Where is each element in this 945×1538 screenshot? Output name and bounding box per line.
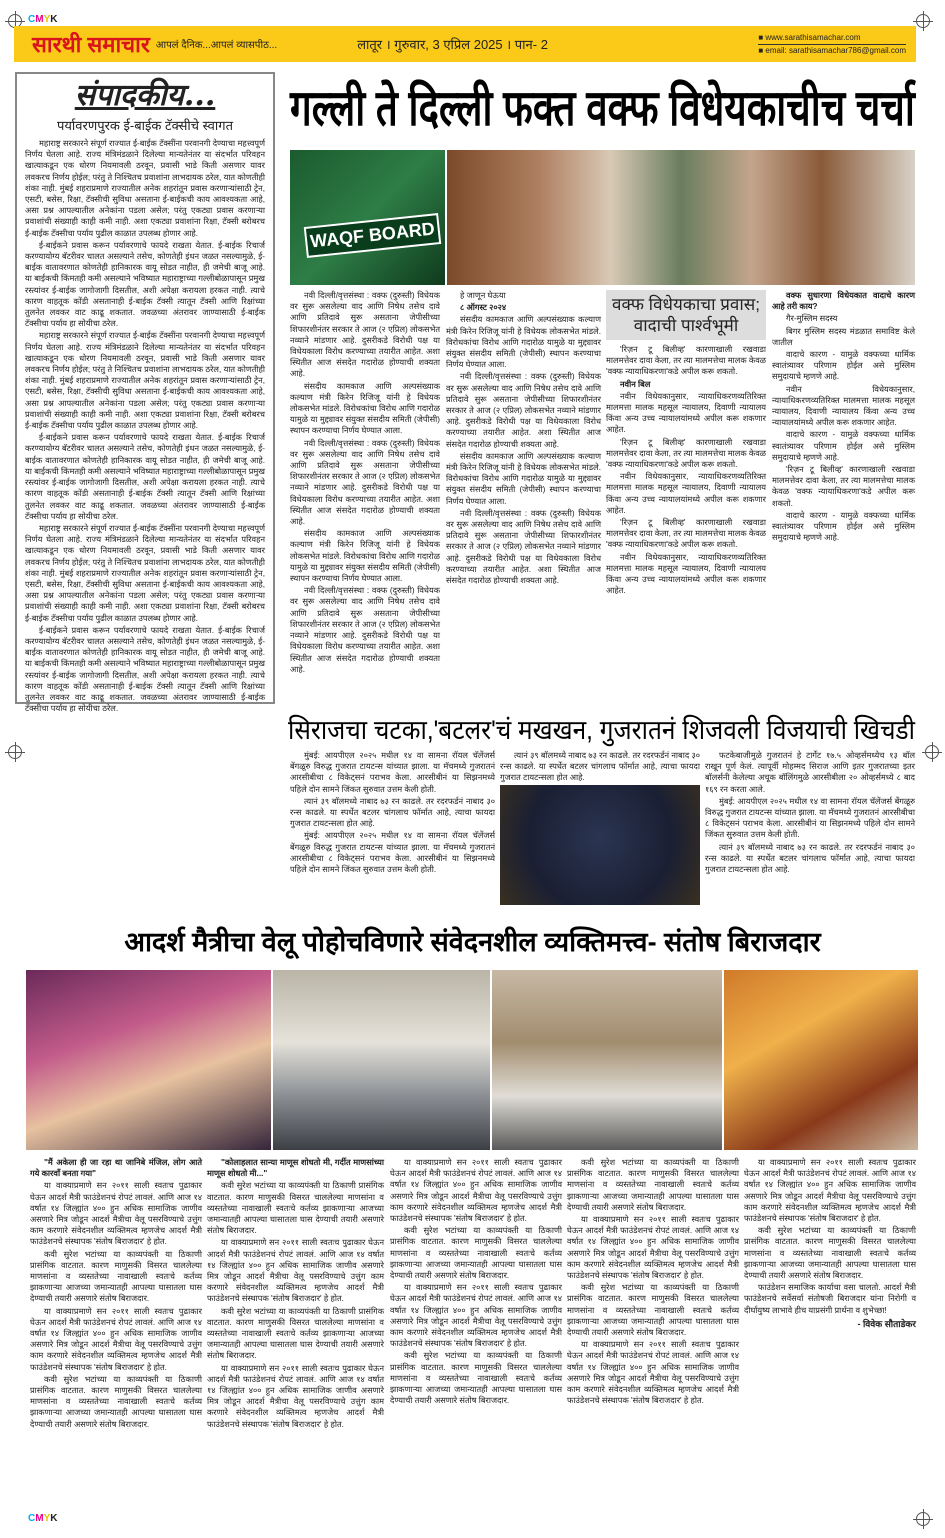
- parliament-photo: [447, 150, 915, 285]
- feature-headline: आदर्श मैत्रीचा वेलू पोहोचविणारे संवेदनशील व्यक्तिमत्त्व- संतोष बिराजदार: [124, 927, 821, 957]
- feature-col-4: कवी सुरेश भटांच्या या काव्यपंक्ती या ठिकाणी प्रासंगिक वाटतात. कारण माणुसकी विसरत चाललेल्या माणसांना व व्यस्ततेच्या नावाखाली स्वतःचे कर्तव्य झाकणाऱ्या आजच्या जमान्यातही आपल्या घासातला घास देण्याची तयारी असणारे संतोष बिराजदार. या वाक्याप्रमाणे सन २०११ साली स्वतःच पुढाकार घेऊन आदर्श मैत्री फाउंडेशनचं रोपटं लावलं. आणि आज १४ वर्षात १४ जिल्ह्यांत ४०० हुन अधिक सामाजिक जाणीव असणारे मित्र जोडून आदर्श मैत्रीचा वेलू पसरविण्याचे उत्तुंग काम करणारे संवेदनशील व्यक्तिमत्व म्हणजेच आदर्श मैत्री फाउंडेशनचे संस्थापक 'संतोष बिराजदार' हे होत. कवी सुरेश भटांच्या या काव्यपंक्ती या ठिकाणी प्रासंगिक वाटतात. कारण माणुसकी विसरत चाललेल्या माणसांना व व्यस्ततेच्या नावाखाली स्वतःचे कर्तव्य झाकणाऱ्या आजच्या जमान्यातही आपल्या घासातला घास देण्याची तयारी असणारे संतोष बिराजदार. या वाक्याप्रमाणे सन २०११ साली स्वतःच पुढाकार घेऊन आदर्श मैत्री फाउंडेशनचं रोपटं लावलं. आणि आज १४ वर्षात १४ जिल्ह्यांत ४०० हुन अधिक सामाजिक जाणीव असणारे मित्र जोडून आदर्श मैत्रीचा वेलू पसरविण्याचे उत्तुंग काम करणारे संवेदनशील व्यक्तिमत्व म्हणजेच आदर्श मैत्री फाउंडेशनचे संस्थापक 'संतोष बिराजदार' हे होत.: [567, 1158, 739, 1406]
- feature-photo-2: [273, 970, 490, 1150]
- waqf-col-2: हे जाणून घेऊया ८ ऑगस्ट २०२४ संसदीय कामकाज आणि अल्पसंख्याक कल्याण मंत्री किरेन रिजिजू यांनी हे विधेयक लोकसभेत मांडले. विरोधकांचा विरोध आणि गदारोळ यामुळे या मुद्द्यावर संयुक्त संसदीय समिती (जेपीसी) स्थापन करण्याचा निर्णय घेण्यात आला. नवी दिल्ली/वृत्तसंस्था : वक्फ (दुरुस्ती) विधेयक वर सुरू असलेल्या वाद आणि निषेध तसेच दावे आणि प्रतिदावे सुरू असताना जेपीसीच्या शिफारशीनंतर सरकार ते आज (२ एप्रिल) लोकसभेत नव्याने मांडणार आहे. दुसरीकडे विरोधी पक्ष या विधेयकाला विरोध करण्याच्या तयारीत आहेत. अशा स्थितीत आज संसदेत गदारोळ होण्याची शक्यता आहे. संसदीय कामकाज आणि अल्पसंख्याक कल्याण मंत्री किरेन रिजिजू यांनी हे विधेयक लोकसभेत मांडले. विरोधकांचा विरोध आणि गदारोळ यामुळे या मुद्द्यावर संयुक्त संसदीय समिती (जेपीसी) स्थापन करण्याचा निर्णय घेण्यात आला. नवी दिल्ली/वृत्तसंस्था : वक्फ (दुरुस्ती) विधेयक वर सुरू असलेल्या वाद आणि निषेध तसेच दावे आणि प्रतिदावे सुरू असताना जेपीसीच्या शिफारशीनंतर सरकार ते आज (२ एप्रिल) लोकसभेत नव्याने मांडणार आहे. दुसरीकडे विरोधी पक्ष या विधेयकाला विरोध करण्याच्या तयारीत आहेत. अशा स्थितीत आज संसदेत गदारोळ होण्याची शक्यता आहे.: [446, 291, 601, 586]
- byline: - विवेक सौताडेकर: [857, 1318, 916, 1329]
- feature-col-2: "कोलाहलात सान्या माणूस शोधतो मी, गर्दीत माणसांच्या माणूस शोधतो मी..." कवी सुरेश भटांच्या या काव्यपंक्ती या ठिकाणी प्रासंगिक वाटतात. कारण माणुसकी विसरत चाललेल्या माणसांना व व्यस्ततेच्या नावाखाली स्वतःचे कर्तव्य झाकणाऱ्या आजच्या जमान्यातही आपल्या घासातला घास देण्याची तयारी असणारे संतोष बिराजदार. या वाक्याप्रमाणे सन २०११ साली स्वतःच पुढाकार घेऊन आदर्श मैत्री फाउंडेशनचं रोपटं लावलं. आणि आज १४ वर्षात १४ जिल्ह्यांत ४०० हुन अधिक सामाजिक जाणीव असणारे मित्र जोडून आदर्श मैत्रीचा वेलू पसरविण्याचे उत्तुंग काम करणारे संवेदनशील व्यक्तिमत्व म्हणजेच आदर्श मैत्री फाउंडेशनचे संस्थापक 'संतोष बिराजदार' हे होत. कवी सुरेश भटांच्या या काव्यपंक्ती या ठिकाणी प्रासंगिक वाटतात. कारण माणुसकी विसरत चाललेल्या माणसांना व व्यस्ततेच्या नावाखाली स्वतःचे कर्तव्य झाकणाऱ्या आजच्या जमान्यातही आपल्या घासातला घास देण्याची तयारी असणारे संतोष बिराजदार. या वाक्याप्रमाणे सन २०११ साली स्वतःच पुढाकार घेऊन आदर्श मैत्री फाउंडेशनचं रोपटं लावलं. आणि आज १४ वर्षात १४ जिल्ह्यांत ४०० हुन अधिक सामाजिक जाणीव असणारे मित्र जोडून आदर्श मैत्रीचा वेलू पसरविण्याचे उत्तुंग काम करणारे संवेदनशील व्यक्तिमत्व म्हणजेच आदर्श मैत्री फाउंडेशनचे संस्थापक 'संतोष बिराजदार' हे होत.: [207, 1158, 384, 1429]
- feature-photo-1: [26, 970, 271, 1150]
- waqf-board-photo: WAQF BOARD: [290, 150, 445, 285]
- editorial-box: [15, 72, 275, 714]
- feature-col-1: "मैं अकेला ही जा रहा था जानिबे मंजिल, लोग आते गये कारवाँ बनता गया" या वाक्याप्रमाणे सन २०११ साली स्वतःच पुढाकार घेऊन आदर्श मैत्री फाउंडेशनचं रोपटं लावलं. आणि आज १४ वर्षात १४ जिल्ह्यांत ४०० हुन अधिक सामाजिक जाणीव असणारे मित्र जोडून आदर्श मैत्रीचा वेलू पसरविण्याचे उत्तुंग काम करणारे संवेदनशील व्यक्तिमत्व म्हणजेच आदर्श मैत्री फाउंडेशनचे संस्थापक 'संतोष बिराजदार' हे होत. कवी सुरेश भटांच्या या काव्यपंक्ती या ठिकाणी प्रासंगिक वाटतात. कारण माणुसकी विसरत चाललेल्या माणसांना व व्यस्ततेच्या नावाखाली स्वतःचे कर्तव्य झाकणाऱ्या आजच्या जमान्यातही आपल्या घासातला घास देण्याची तयारी असणारे संतोष बिराजदार. या वाक्याप्रमाणे सन २०११ साली स्वतःच पुढाकार घेऊन आदर्श मैत्री फाउंडेशनचं रोपटं लावलं. आणि आज १४ वर्षात १४ जिल्ह्यांत ४०० हुन अधिक सामाजिक जाणीव असणारे मित्र जोडून आदर्श मैत्रीचा वेलू पसरविण्याचे उत्तुंग काम करणारे संवेदनशील व्यक्तिमत्व म्हणजेच आदर्श मैत्री फाउंडेशनचे संस्थापक 'संतोष बिराजदार' हे होत. कवी सुरेश भटांच्या या काव्यपंक्ती या ठिकाणी प्रासंगिक वाटतात. कारण माणुसकी विसरत चाललेल्या माणसांना व व्यस्ततेच्या नावाखाली स्वतःचे कर्तव्य झाकणाऱ्या आजच्या जमान्यातही आपल्या घासातला घास देण्याची तयारी असणारे संतोष बिराजदार.: [30, 1158, 202, 1429]
- feature-col-3: या वाक्याप्रमाणे सन २०११ साली स्वतःच पुढाकार घेऊन आदर्श मैत्री फाउंडेशनचं रोपटं लावलं. आणि आज १४ वर्षात १४ जिल्ह्यांत ४०० हुन अधिक सामाजिक जाणीव असणारे मित्र जोडून आदर्श मैत्रीचा वेलू पसरविण्याचे उत्तुंग काम करणारे संवेदनशील व्यक्तिमत्व म्हणजेच आदर्श मैत्री फाउंडेशनचे संस्थापक 'संतोष बिराजदार' हे होत. कवी सुरेश भटांच्या या काव्यपंक्ती या ठिकाणी प्रासंगिक वाटतात. कारण माणुसकी विसरत चाललेल्या माणसांना व व्यस्ततेच्या नावाखाली स्वतःचे कर्तव्य झाकणाऱ्या आजच्या जमान्यातही आपल्या घासातला घास देण्याची तयारी असणारे संतोष बिराजदार. या वाक्याप्रमाणे सन २०११ साली स्वतःच पुढाकार घेऊन आदर्श मैत्री फाउंडेशनचं रोपटं लावलं. आणि आज १४ वर्षात १४ जिल्ह्यांत ४०० हुन अधिक सामाजिक जाणीव असणारे मित्र जोडून आदर्श मैत्रीचा वेलू पसरविण्याचे उत्तुंग काम करणारे संवेदनशील व्यक्तिमत्व म्हणजेच आदर्श मैत्री फाउंडेशनचे संस्थापक 'संतोष बिराजदार' हे होत. कवी सुरेश भटांच्या या काव्यपंक्ती या ठिकाणी प्रासंगिक वाटतात. कारण माणुसकी विसरत चाललेल्या माणसांना व व्यस्ततेच्या नावाखाली स्वतःचे कर्तव्य झाकणाऱ्या आजच्या जमान्यातही आपल्या घासातला घास देण्याची तयारी असणारे संतोष बिराजदार.: [390, 1158, 562, 1406]
- registration-mark: [925, 745, 939, 759]
- feature-photo-4: [724, 970, 918, 1150]
- dateline: लातूर । गुरुवार, 3 एप्रिल 2025 । पान- 2: [357, 37, 548, 52]
- feature-photo-3: [492, 970, 722, 1150]
- editorial-label: संपादकीय...: [74, 78, 216, 113]
- waqf-headline: गल्ली ते दिल्ली फक्त वक्फ विधेयकाचीच चर्चा: [290, 80, 915, 136]
- cmyk-mark-bottom: CMYK: [28, 1513, 58, 1524]
- editorial-body: महाराष्ट्र सरकारने संपूर्ण राज्यात ई-बाईक टॅक्सींना परवानगी देण्याचा महत्त्वपूर्ण निर्णय घेतला आहे. राज्य मंत्रिमंडळाने दिलेल्या मान्यतेनंतर या संदर्भात परिवहन खात्याकडून एक धोरण नियमावली ठरवून, प्रवासी भाडे किती असणार यावर लवकरच निर्णय होईल; परंतु ते निश्चितच प्रवाशांना लाभदायक ठरेल, यात कोणतीही शंका नाही. मुंबई शहराप्रमाणे राज्यातील अनेक शहरांतून प्रवास करणाऱ्यांसाठी ट्रेन, एसटी, बसेस, रिक्षा, टॅक्सीची सुविधा असताना ई-बाईकची काय आवश्यकता आहे, असा प्रश्न आपल्यातील अनेकांना पडला असेल; परंतु एकट्या प्रवास करणाऱ्या प्रवाशांची संख्याही काही कमी नाही. अशा एकट्या प्रवाशांना रिक्षा, टॅक्सी बरोबरच ई-बाईक टॅक्सीचा पर्याय पुढील काळात उपलब्ध होणार आहे. ई-बाईकने प्रवास करून पर्यावरणाचे फायदे राखता येतात. ई-बाईक रिचार्ज करण्यायोग्य बॅटरीवर चालत असल्याने तसेच, कोणतेही इंधन जळत नसल्यामुळे, ई-बाईक वातावरणात कोणतेही हानिकारक वायू सोडत नाहीत, ही जमेची बाजू आहे. या बाईकची किंमतही कमी असल्याने भविष्यात महाराष्ट्राच्या गल्लीबोळापासून प्रमुख रस्त्यांवर ई-बाईक जागोजागी दिसतील, अशी अपेक्षा करायला हरकत नाही. त्याचे कारण वाहतूक कोंडी असतानाही ई-बाईक टॅक्सी त्यातून टॅक्सी आणि रिक्षांच्या तुलनेत लवकर वाट काढू शकतात. जवळच्या अंतरावर जाण्यासाठी ई-बाईक टॅक्सीचा पर्याय हा सोयीचा ठरेल. महाराष्ट्र सरकारने संपूर्ण राज्यात ई-बाईक टॅक्सींना परवानगी देण्याचा महत्त्वपूर्ण निर्णय घेतला आहे. राज्य मंत्रिमंडळाने दिलेल्या मान्यतेनंतर या संदर्भात परिवहन खात्याकडून एक धोरण नियमावली ठरवून, प्रवासी भाडे किती असणार यावर लवकरच निर्णय होईल; परंतु ते निश्चितच प्रवाशांना लाभदायक ठरेल, यात कोणतीही शंका नाही. मुंबई शहराप्रमाणे राज्यातील अनेक शहरांतून प्रवास करणाऱ्यांसाठी ट्रेन, एसटी, बसेस, रिक्षा, टॅक्सीची सुविधा असताना ई-बाईकची काय आवश्यकता आहे, असा प्रश्न आपल्यातील अनेकांना पडला असेल; परंतु एकट्या प्रवास करणाऱ्या प्रवाशांची संख्याही काही कमी नाही. अशा एकट्या प्रवाशांना रिक्षा, टॅक्सी बरोबरच ई-बाईक टॅक्सीचा पर्याय पुढील काळात उपलब्ध होणार आहे. ई-बाईकने प्रवास करून पर्यावरणाचे फायदे राखता येतात. ई-बाईक रिचार्ज करण्यायोग्य बॅटरीवर चालत असल्याने तसेच, कोणतेही इंधन जळत नसल्यामुळे, ई-बाईक वातावरणात कोणतेही हानिकारक वायू सोडत नाहीत, ही जमेची बाजू आहे. या बाईकची किंमतही कमी असल्याने भविष्यात महाराष्ट्राच्या गल्लीबोळापासून प्रमुख रस्त्यांवर ई-बाईक जागोजागी दिसतील, अशी अपेक्षा करायला हरकत नाही. त्याचे कारण वाहतूक कोंडी असतानाही ई-बाईक टॅक्सी त्यातून टॅक्सी आणि रिक्षांच्या तुलनेत लवकर वाट काढू शकतात. जवळच्या अंतरावर जाण्यासाठी ई-बाईक टॅक्सीचा पर्याय हा सोयीचा ठरेल. महाराष्ट्र सरकारने संपूर्ण राज्यात ई-बाईक टॅक्सींना परवानगी देण्याचा महत्त्वपूर्ण निर्णय घेतला आहे. राज्य मंत्रिमंडळाने दिलेल्या मान्यतेनंतर या संदर्भात परिवहन खात्याकडून एक धोरण नियमावली ठरवून, प्रवासी भाडे किती असणार यावर लवकरच निर्णय होईल; परंतु ते निश्चितच प्रवाशांना लाभदायक ठरेल, यात कोणतीही शंका नाही. मुंबई शहराप्रमाणे राज्यातील अनेक शहरांतून प्रवास करणाऱ्यांसाठी ट्रेन, एसटी, बसेस, रिक्षा, टॅक्सीची सुविधा असताना ई-बाईकची काय आवश्यकता आहे, असा प्रश्न आपल्यातील अनेकांना पडला असेल; परंतु एकट्या प्रवास करणाऱ्या प्रवाशांची संख्याही काही कमी नाही. अशा एकट्या प्रवाशांना रिक्षा, टॅक्सी बरोबरच ई-बाईक टॅक्सीचा पर्याय पुढील काळात उपलब्ध होणार आहे. ई-बाईकने प्रवास करून पर्यावरणाचे फायदे राखता येतात. ई-बाईक रिचार्ज करण्यायोग्य बॅटरीवर चालत असल्याने तसेच, कोणतेही इंधन जळत नसल्यामुळे, ई-बाईक वातावरणात कोणतेही हानिकारक वायू सोडत नाहीत, ही जमेची बाजू आहे. या बाईकची किंमतही कमी असल्याने भविष्यात महाराष्ट्राच्या गल्लीबोळापासून प्रमुख रस्त्यांवर ई-बाईक जागोजागी दिसतील, अशी अपेक्षा करायला हरकत नाही. त्याचे कारण वाहतूक कोंडी असतानाही ई-बाईक टॅक्सी त्यातून टॅक्सी आणि रिक्षांच्या तुलनेत लवकर वाट काढू शकतात. जवळच्या अंतरावर जाण्यासाठी ई-बाईक टॅक्सीचा पर्याय हा सोयीचा ठरेल.: [25, 139, 265, 714]
- brand-logo: सारथी समाचार: [32, 32, 150, 57]
- siraj-photo: [500, 785, 700, 905]
- registration-mark: [916, 1512, 930, 1526]
- cmyk-mark-top: CMYK: [28, 14, 58, 25]
- waqf-box-title: वक्फ विधेयकाचा प्रवास; वादाची पार्श्वभूमी: [606, 290, 766, 340]
- cricket-col-3: फटकेबाजीमुळे गुजरातनं हे टार्गेट १७.५ ओव्हर्समध्येच १३ बॉल राखून पूर्ण केलं. त्यापूर्वी मोहम्मद सिराज आणि इतर गुजरातच्या इतर बॉलर्सनी केलेल्या अचूक बॉलिंगमुळे आरसीबीला २० ओव्हर्समध्ये ८ बाद १६९ रन करता आले. मुंबई: आयपीएल २०२५ मधील १४ वा सामना रॉयल चॅलेंजर्स बेंगळूरु विरुद्ध गुजरात टायटन्स यांच्यात झाला. या मॅचमध्ये गुजरातनं आरसीबीचा ८ विकेट्सनं पराभव केला. आरसीबीनं या सिझनमध्ये पहिले दोन सामने जिंकत सुरुवात उत्तम केली होती. त्यानं ३९ बॉलमध्ये नाबाद ७३ रन काढले. तर रदरफर्डनं नाबाद ३० रन्स काढले. या स्पर्धेत बटलर चांगलाच फॉर्मात आहे, त्याचा फायदा गुजरात टायटन्सला होत आहे.: [705, 751, 915, 875]
- cricket-headline: सिराजचा चटका,'बटलर'चं मखखन, गुजरातनं शिजवली विजयाची खिचडी: [288, 715, 915, 745]
- registration-mark: [916, 14, 930, 28]
- cricket-col-1: मुंबई: आयपीएल २०२५ मधील १४ वा सामना रॉयल चॅलेंजर्स बेंगळूरु विरुद्ध गुजरात टायटन्स यांच्यात झाला. या मॅचमध्ये गुजरातनं आरसीबीचा ८ विकेट्सनं पराभव केला. आरसीबीनं या सिझनमध्ये पहिले दोन सामने जिंकत सुरुवात उत्तम केली होती. त्यानं ३९ बॉलमध्ये नाबाद ७३ रन काढले. तर रदरफर्डनं नाबाद ३० रन्स काढले. या स्पर्धेत बटलर चांगलाच फॉर्मात आहे, त्याचा फायदा गुजरात टायटन्सला होत आहे. मुंबई: आयपीएल २०२५ मधील १४ वा सामना रॉयल चॅलेंजर्स बेंगळूरु विरुद्ध गुजरात टायटन्स यांच्यात झाला. या मॅचमध्ये गुजरातनं आरसीबीचा ८ विकेट्सनं पराभव केला. आरसीबीनं या सिझनमध्ये पहिले दोन सामने जिंकत सुरुवात उत्तम केली होती.: [290, 751, 495, 875]
- tagline: आपलं दैनिक...आपलं व्यासपीठ...: [155, 40, 278, 51]
- feature-col-5: या वाक्याप्रमाणे सन २०११ साली स्वतःच पुढाकार घेऊन आदर्श मैत्री फाउंडेशनचं रोपटं लावलं. आणि आज १४ वर्षात १४ जिल्ह्यांत ४०० हुन अधिक सामाजिक जाणीव असणारे मित्र जोडून आदर्श मैत्रीचा वेलू पसरविण्याचे उत्तुंग काम करणारे संवेदनशील व्यक्तिमत्व म्हणजेच आदर्श मैत्री फाउंडेशनचे संस्थापक 'संतोष बिराजदार' हे होत. कवी सुरेश भटांच्या या काव्यपंक्ती या ठिकाणी प्रासंगिक वाटतात. कारण माणुसकी विसरत चाललेल्या माणसांना व व्यस्ततेच्या नावाखाली स्वतःचे कर्तव्य झाकणाऱ्या आजच्या जमान्यातही आपल्या घासातला घास देण्याची तयारी असणारे संतोष बिराजदार. फाउंडेशन समाजिक कार्याचा वसा चालतो. आदर्श मैत्री फाउंडेशनचे सर्वेसर्वा संतोषजी बिराजदार यांना निरोगी व दीर्घायुष्य लाभावे हीच याप्रसंगी प्रार्थना व शुभेच्छा! - विवेक सौताडेकर: [744, 1158, 916, 1329]
- editorial-title: पर्यावरणपुरक ई-बाईक टॅक्सीचे स्वागत: [57, 118, 233, 133]
- registration-mark: [8, 745, 22, 759]
- email-link[interactable]: email: sarathisamachar786@gmail.com: [765, 45, 906, 55]
- cricket-col-2: त्यानं ३९ बॉलमध्ये नाबाद ७३ रन काढले. तर रदरफर्डनं नाबाद ३० रन्स काढले. या स्पर्धेत बटलर चांगलाच फॉर्मात आहे, त्याचा फायदा गुजरात टायटन्सला होत आहे.: [500, 751, 700, 783]
- waqf-col-1: नवी दिल्ली/वृत्तसंस्था : वक्फ (दुरुस्ती) विधेयक वर सुरू असलेल्या वाद आणि निषेध तसेच दावे आणि प्रतिदावे सुरू असताना जेपीसीच्या शिफारशीनंतर सरकार ते आज (२ एप्रिल) लोकसभेत नव्याने मांडणार आहे. दुसरीकडे विरोधी पक्ष या विधेयकाला विरोध करण्याच्या तयारीत आहेत. अशा स्थितीत आज संसदेत गदारोळ होण्याची शक्यता आहे. संसदीय कामकाज आणि अल्पसंख्याक कल्याण मंत्री किरेन रिजिजू यांनी हे विधेयक लोकसभेत मांडले. विरोधकांचा विरोध आणि गदारोळ यामुळे या मुद्द्यावर संयुक्त संसदीय समिती (जेपीसी) स्थापन करण्याचा निर्णय घेण्यात आला. नवी दिल्ली/वृत्तसंस्था : वक्फ (दुरुस्ती) विधेयक वर सुरू असलेल्या वाद आणि निषेध तसेच दावे आणि प्रतिदावे सुरू असताना जेपीसीच्या शिफारशीनंतर सरकार ते आज (२ एप्रिल) लोकसभेत नव्याने मांडणार आहे. दुसरीकडे विरोधी पक्ष या विधेयकाला विरोध करण्याच्या तयारीत आहेत. अशा स्थितीत आज संसदेत गदारोळ होण्याची शक्यता आहे. संसदीय कामकाज आणि अल्पसंख्याक कल्याण मंत्री किरेन रिजिजू यांनी हे विधेयक लोकसभेत मांडले. विरोधकांचा विरोध आणि गदारोळ यामुळे या मुद्द्यावर संयुक्त संसदीय समिती (जेपीसी) स्थापन करण्याचा निर्णय घेण्यात आला. नवी दिल्ली/वृत्तसंस्था : वक्फ (दुरुस्ती) विधेयक वर सुरू असलेल्या वाद आणि निषेध तसेच दावे आणि प्रतिदावे सुरू असताना जेपीसीच्या शिफारशीनंतर सरकार ते आज (२ एप्रिल) लोकसभेत नव्याने मांडणार आहे. दुसरीकडे विरोधी पक्ष या विधेयकाला विरोध करण्याच्या तयारीत आहेत. अशा स्थितीत आज संसदेत गदारोळ होण्याची शक्यता आहे.: [290, 291, 440, 674]
- contact-links: ■ www.sarathisamachar.com ■ email: sarathisamachar786@gmail.com: [758, 32, 906, 55]
- website-link[interactable]: www.sarathisamachar.com: [765, 32, 861, 42]
- waqf-col-4: वक्फ सुधारणा विधेयकात वादाचे कारण आहे तरी काय? गैर-मुस्लिम सदस्य बिगर मुस्लिम सदस्य मंडळात समाविष्ट केले जातील वादाचे कारण - यामुळे वक्फच्या धार्मिक स्वातंत्र्यावर परिणाम होईल असे मुस्लिम समुदायाचे म्हणणे आहे. नवीन विधेयकानुसार, न्यायाधिकरणव्यतिरिक्त मालमत्ता मालक महसूल न्यायालय, दिवाणी न्यायालय किंवा अन्य उच्च न्यायालयांमध्ये अपील करू शकणार आहेत. वादाचे कारण - यामुळे वक्फच्या धार्मिक स्वातंत्र्यावर परिणाम होईल असे मुस्लिम समुदायाचे म्हणणे आहे. 'रिज़न टू बिलीव्ह' कारणाखाली रखवाडा मालमत्तेवर दावा केला, तर त्या मालमत्तेचा मालक केवळ 'वक्फ न्यायाधिकरणा'कडे अपील करू शकतो. वादाचे कारण - यामुळे वक्फच्या धार्मिक स्वातंत्र्यावर परिणाम होईल असे मुस्लिम समुदायाचे म्हणणे आहे.: [772, 291, 915, 543]
- masthead: [14, 26, 916, 62]
- waqf-history-box: वक्फ विधेयकाचा प्रवास; वादाची पार्श्वभूमी 'रिज़न टू बिलीव्ह' कारणाखाली रखवाडा मालमत्तेवर दावा केला, तर त्या मालमत्तेचा मालक केवळ 'वक्फ न्यायाधिकरणा'कडे अपील करू शकतो. नवीन बिल नवीन विधेयकानुसार, न्यायाधिकरणव्यतिरिक्त मालमत्ता मालक महसूल न्यायालय, दिवाणी न्यायालय किंवा अन्य उच्च न्यायालयांमध्ये अपील करू शकणार आहेत. 'रिज़न टू बिलीव्ह' कारणाखाली रखवाडा मालमत्तेवर दावा केला, तर त्या मालमत्तेचा मालक केवळ 'वक्फ न्यायाधिकरणा'कडे अपील करू शकतो. नवीन विधेयकानुसार, न्यायाधिकरणव्यतिरिक्त मालमत्ता मालक महसूल न्यायालय, दिवाणी न्यायालय किंवा अन्य उच्च न्यायालयांमध्ये अपील करू शकणार आहेत. 'रिज़न टू बिलीव्ह' कारणाखाली रखवाडा मालमत्तेवर दावा केला, तर त्या मालमत्तेचा मालक केवळ 'वक्फ न्यायाधिकरणा'कडे अपील करू शकतो. नवीन विधेयकानुसार, न्यायाधिकरणव्यतिरिक्त मालमत्ता मालक महसूल न्यायालय, दिवाणी न्यायालय किंवा अन्य उच्च न्यायालयांमध्ये अपील करू शकणार आहेत.: [606, 290, 766, 705]
